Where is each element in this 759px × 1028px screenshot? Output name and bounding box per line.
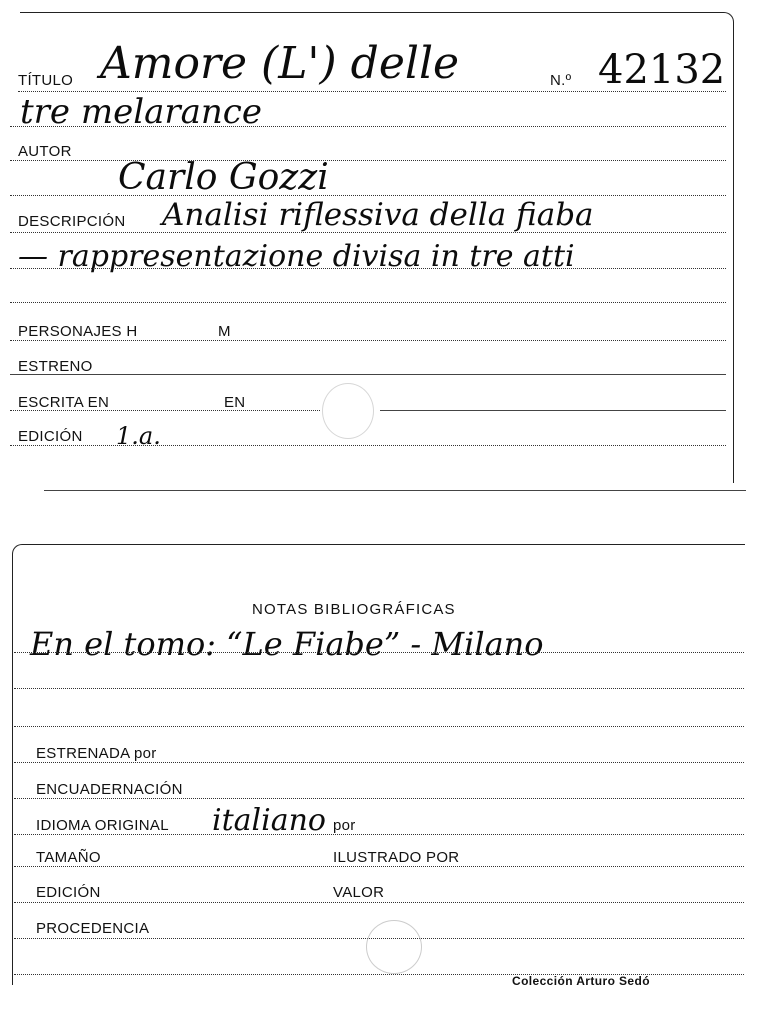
rule xyxy=(14,726,744,727)
edicion-label: EDICIÓN xyxy=(36,884,101,901)
rule xyxy=(14,798,744,799)
tamano-label: TAMAÑO xyxy=(36,849,101,866)
numero-value: 42132 xyxy=(598,47,726,93)
procedencia-label: PROCEDENCIA xyxy=(36,920,150,937)
edicion-label: EDICIÓN xyxy=(18,428,83,445)
rule xyxy=(10,302,726,303)
edicion-value: 1.a. xyxy=(116,422,161,450)
rule xyxy=(10,445,726,446)
autor-value: Carlo Gozzi xyxy=(118,157,329,198)
autor-label: AUTOR xyxy=(18,143,72,160)
paper-smudge xyxy=(322,383,374,439)
rule xyxy=(14,652,744,653)
rule xyxy=(10,340,726,341)
rule xyxy=(10,374,726,375)
rule xyxy=(14,762,744,763)
rule xyxy=(10,410,320,411)
titulo-label: TÍTULO xyxy=(18,72,74,89)
idioma-value: italiano xyxy=(212,803,326,838)
titulo-value-line1: Amore (L') delle xyxy=(100,38,460,89)
escrita-label: ESCRITA EN xyxy=(18,394,110,411)
coleccion-stamp: Colección Arturo Sedó xyxy=(512,974,650,988)
numero-label: N.º xyxy=(550,72,572,89)
notas-value: En el tomo: “Le Fiabe” - Milano xyxy=(30,625,544,663)
descripcion-value-line1: Analisi riflessiva della fiaba xyxy=(162,197,594,233)
rule xyxy=(380,410,726,411)
escrita-en-label: EN xyxy=(224,394,246,411)
catalog-card-bottom xyxy=(0,540,759,1000)
personajes-label: PERSONAJES H xyxy=(18,323,138,340)
estreno-label: ESTRENO xyxy=(18,358,93,375)
idioma-por-label: por xyxy=(333,817,356,834)
idioma-label: IDIOMA ORIGINAL xyxy=(36,817,169,834)
encuadernacion-label: ENCUADERNACIÓN xyxy=(36,781,183,798)
ilustrado-label: ILUSTRADO POR xyxy=(333,849,460,866)
paper-smudge xyxy=(366,920,422,974)
descripcion-label: DESCRIPCIÓN xyxy=(18,213,126,230)
rule xyxy=(10,232,726,233)
rule xyxy=(14,834,744,835)
descripcion-value-line2: — rappresentazione divisa in tre atti xyxy=(18,239,575,274)
rule xyxy=(10,126,726,127)
rule xyxy=(10,268,726,269)
rule xyxy=(44,490,746,491)
rule xyxy=(14,866,744,867)
titulo-value-line2: tre melarance xyxy=(20,92,262,132)
estrenada-label: ESTRENADA por xyxy=(36,745,157,762)
personajes-m-label: M xyxy=(218,323,231,340)
rule xyxy=(14,902,744,903)
notas-label: NOTAS BIBLIOGRÁFICAS xyxy=(252,601,456,618)
rule xyxy=(14,688,744,689)
catalog-card-top xyxy=(0,0,759,500)
valor-label: VALOR xyxy=(333,884,385,901)
rule xyxy=(10,195,726,196)
